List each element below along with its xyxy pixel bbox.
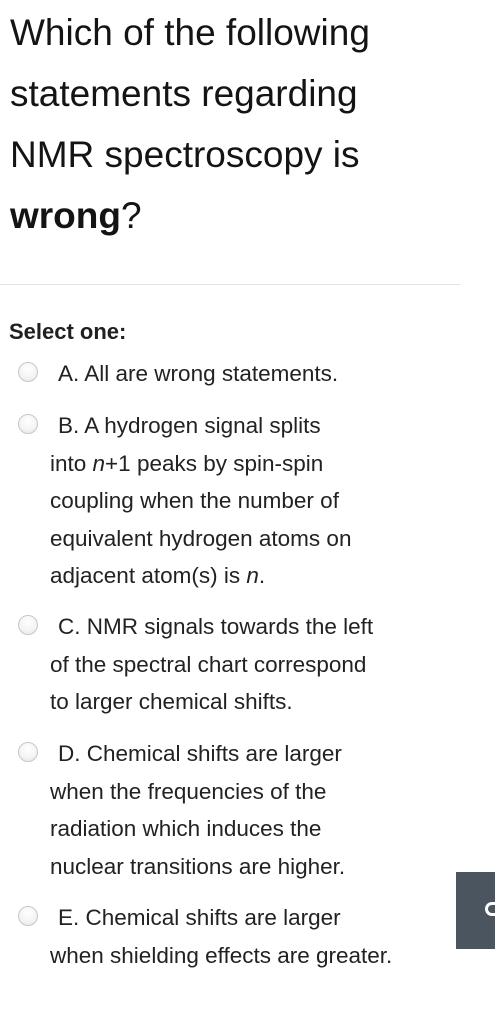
option-b-line-5 [50,563,265,588]
option-a-line-1: All are wrong statements. [84,361,339,386]
text-run: nuclear transitions are higher. [50,853,346,879]
divider [0,284,460,285]
question-suffix: ? [120,195,142,236]
text-run: coupling when the number of [50,488,339,513]
question-emphasis: wrong [10,195,121,236]
text-run: into [50,450,93,476]
text-run: . [258,563,266,588]
text-run: adjacent atom(s) is [50,563,247,588]
option-c-letter: C. [58,614,81,639]
option-d-radio[interactable] [18,742,38,762]
text-run: when shielding effects are greater. [50,942,393,968]
option-e-text [50,899,445,974]
option-c-line-1: NMR signals towards the left [86,614,374,639]
option-b-letter: B. [58,413,80,438]
italic-variable: n [246,563,259,588]
option-c-line-2 [50,652,366,677]
option-a-text [50,355,445,393]
text-run: radiation which induces the [50,816,322,841]
question-prefix: Which of the following statements regarding NMR spectroscopy is [10,12,370,175]
side-drawer-tab[interactable] [456,872,495,949]
option-d-line-3 [50,816,321,841]
option-b-line-1: A hydrogen signal splits [84,413,321,438]
option-d-letter: D. [58,741,81,766]
option-e-letter: E. [58,905,80,930]
select-one-label: Select one: [9,319,127,344]
option-e-radio[interactable] [18,906,38,926]
option-b-line-4 [50,526,351,551]
text-run: equivalent hydrogen atoms on [50,525,352,551]
option-b-radio[interactable] [18,414,38,434]
option-d-text [50,735,445,885]
option-d-line-2 [50,779,326,804]
option-d-line-4 [50,854,345,879]
chevron-left-icon [485,902,495,916]
option-c-line-3 [50,689,293,714]
text-run: when the frequencies of the [50,778,327,804]
option-a-letter: A. [58,361,80,386]
text-run: of the spectral chart correspond [50,651,367,677]
option-b-text [50,407,445,595]
text-run: +1 peaks by spin-spin [105,450,324,476]
option-e-line-1: Chemical shifts are larger [85,905,341,930]
option-c-text [50,608,445,721]
option-b-line-3 [50,488,339,513]
option-d-line-1: Chemical shifts are larger [86,741,342,766]
option-b-line-2 [50,451,323,476]
option-e-line-2 [50,943,392,968]
option-c-radio[interactable] [18,615,38,635]
option-a-radio[interactable] [18,362,38,382]
question-text [10,2,450,246]
italic-variable: n [92,450,106,476]
text-run: to larger chemical shifts. [50,689,293,714]
